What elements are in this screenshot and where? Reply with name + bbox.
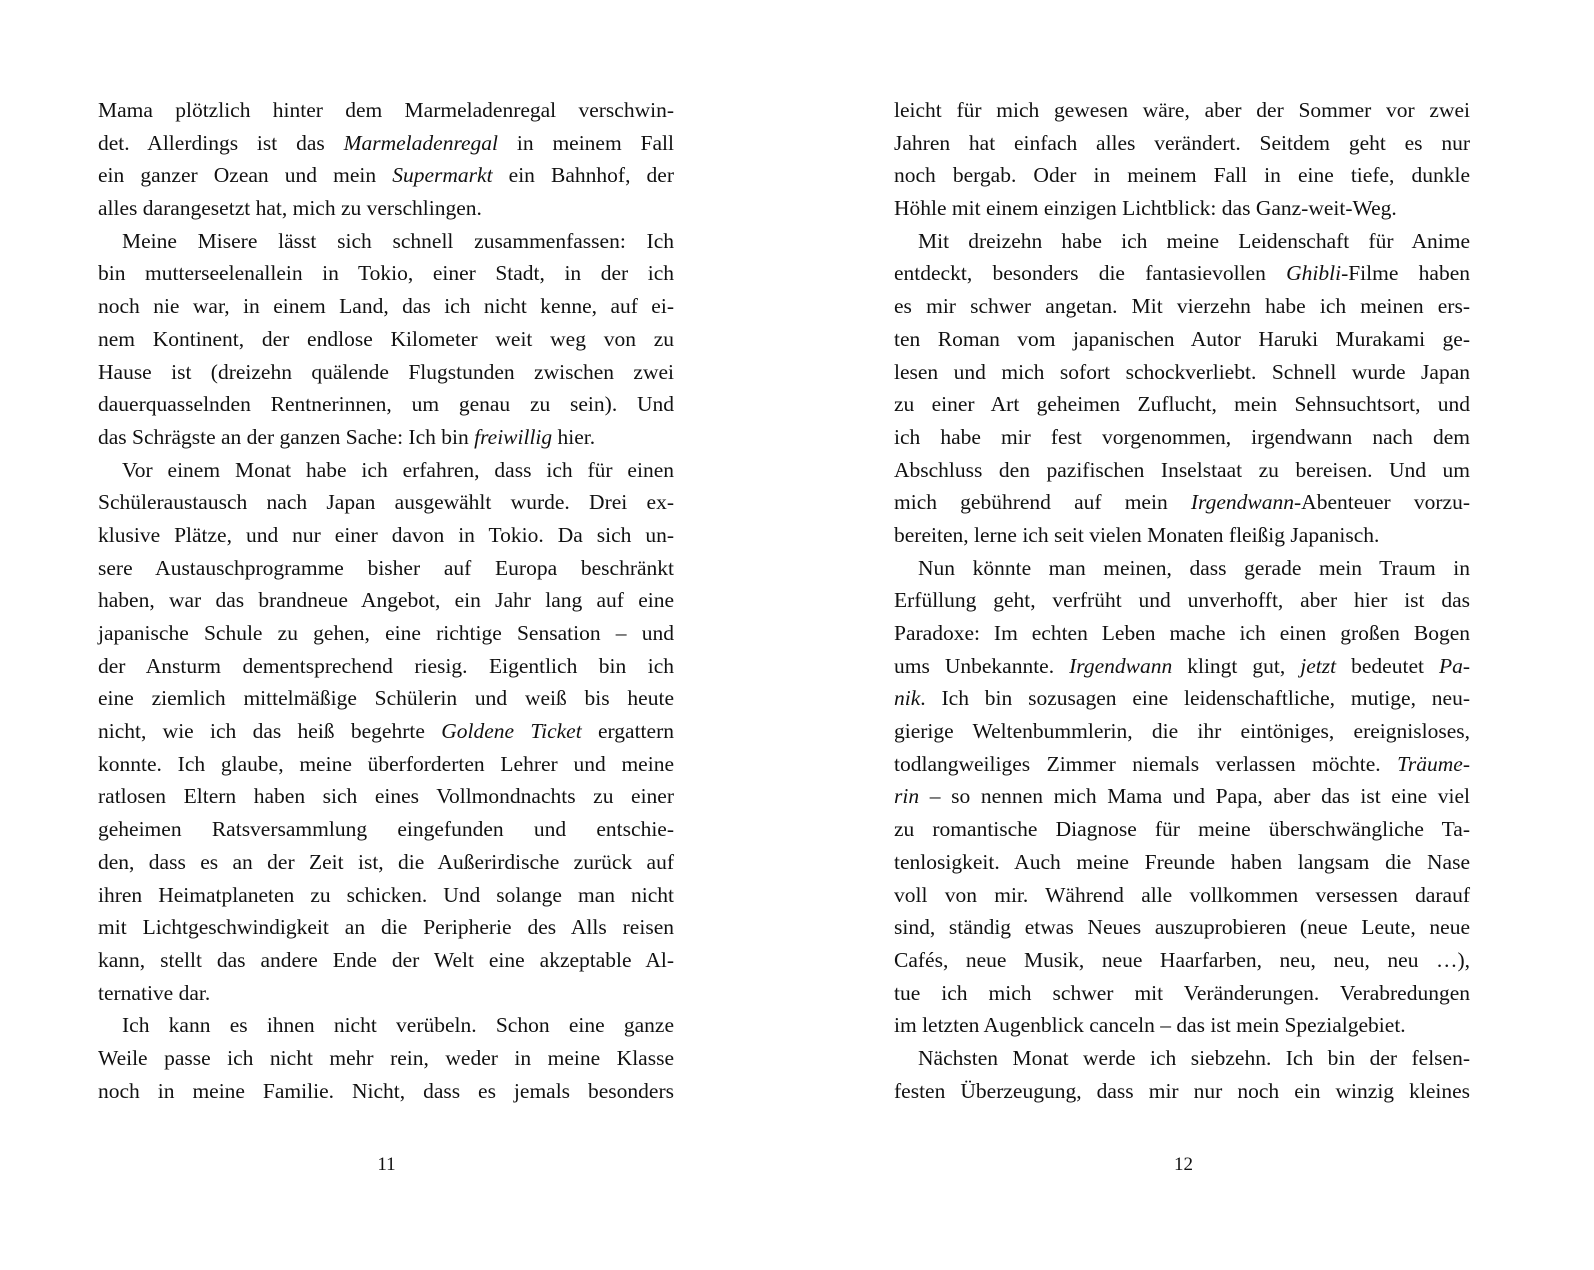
text-run: tue ich mich schwer mit Veränderungen. Verabredungen bbox=[894, 980, 1470, 1005]
text-line bbox=[894, 257, 1470, 290]
text-run: ihren Heimatplaneten zu schicken. Und solange man nicht bbox=[98, 882, 674, 907]
left-page-text bbox=[98, 94, 674, 1107]
text-run: Höhle mit einem einzigen Lichtblick: das Ganz-weit-Weg. bbox=[894, 196, 1397, 221]
italic-text: Goldene Ticket bbox=[441, 719, 582, 744]
italic-text: Supermarkt bbox=[392, 163, 493, 188]
text-run: Ich kann es ihnen nicht verübeln. Schon eine ganze bbox=[122, 1013, 674, 1038]
text-run: im letzten Augenblick canceln – das ist mein Spezialgebiet. bbox=[894, 1013, 1406, 1038]
text-line bbox=[98, 1009, 674, 1042]
text-run: Abschluss den pazifischen Inselstaat zu bereisen. Und um bbox=[894, 457, 1470, 482]
text-run: geheimen Ratsversammlung eingefunden und entschie- bbox=[98, 817, 674, 842]
text-line bbox=[894, 780, 1470, 813]
text-run: ternative dar. bbox=[98, 980, 211, 1005]
text-line bbox=[98, 421, 674, 454]
text-run: ich habe mir fest vorgenommen, irgendwann nach dem bbox=[894, 424, 1470, 449]
text-line bbox=[98, 454, 674, 487]
text-line bbox=[98, 879, 674, 912]
text-line bbox=[894, 192, 1470, 225]
text-run: Hause ist (dreizehn quälende Flugstunden zwischen zwei bbox=[98, 359, 674, 384]
text-line bbox=[894, 225, 1470, 258]
right-page bbox=[797, 0, 1594, 1270]
text-run: noch nie war, in einem Land, das ich nicht kenne, auf ei- bbox=[98, 294, 674, 319]
text-line bbox=[98, 944, 674, 977]
text-run: mit Lichtgeschwindigkeit an die Peripherie des Alls reisen bbox=[98, 915, 674, 940]
text-line bbox=[98, 552, 674, 585]
text-line bbox=[894, 1042, 1470, 1075]
text-run: noch in meine Familie. Nicht, dass es jemals besonders bbox=[98, 1078, 674, 1103]
text-run: – so nennen mich Mama und Papa, aber das ist eine viel bbox=[919, 784, 1470, 809]
text-run: . Ich bin sozusagen eine leidenschaftliche, mutige, neu- bbox=[920, 686, 1470, 711]
text-run: klingt gut, bbox=[1172, 653, 1301, 678]
text-run: dauerquasselnden Rentnerinnen, um genau zu sein). Und bbox=[98, 392, 674, 417]
italic-text: Pa- bbox=[1438, 653, 1471, 678]
text-run: konnte. Ich glaube, meine überforderten Lehrer und meine bbox=[98, 751, 674, 776]
text-line bbox=[98, 388, 674, 421]
text-run: ten Roman vom japanischen Autor Haruki Murakami ge- bbox=[894, 326, 1470, 351]
text-line bbox=[894, 650, 1470, 683]
text-line bbox=[98, 715, 674, 748]
italic-text: Marmeladenregal bbox=[343, 130, 499, 155]
text-line bbox=[894, 290, 1470, 323]
text-run: mich gebührend auf mein bbox=[894, 490, 1191, 515]
text-run: ergattern bbox=[581, 719, 674, 744]
text-line bbox=[98, 977, 674, 1010]
text-line bbox=[894, 159, 1470, 192]
text-line bbox=[98, 94, 674, 127]
text-run: gierige Weltenbummlerin, die ihr eintöniges, ereignisloses, bbox=[894, 719, 1470, 744]
text-line bbox=[98, 127, 674, 160]
text-run: ein ganzer Ozean und mein bbox=[98, 163, 393, 188]
text-run: leicht für mich gewesen wäre, aber der Sommer vor zwei bbox=[894, 98, 1470, 122]
text-line bbox=[894, 388, 1470, 421]
text-run: das Schrägste an der ganzen Sache: Ich bin bbox=[98, 424, 475, 449]
text-line bbox=[98, 290, 674, 323]
text-run: sere Austauschprogramme bisher auf Europa beschränkt bbox=[98, 555, 674, 580]
text-run: sind, ständig etwas Neues auszuprobieren (neue Leute, neue bbox=[894, 915, 1470, 940]
text-run: nicht, wie ich das heiß begehrte bbox=[98, 719, 442, 744]
text-run: -Filme haben bbox=[1341, 261, 1470, 286]
italic-text: nik bbox=[894, 686, 921, 711]
text-line bbox=[894, 911, 1470, 944]
text-line bbox=[98, 846, 674, 879]
text-run: in meinem Fall bbox=[498, 130, 674, 155]
text-run: zu romantische Diagnose für meine überschwängliche Ta- bbox=[894, 817, 1470, 842]
text-run: bereiten, lerne ich seit vielen Monaten fleißig Japanisch. bbox=[894, 522, 1380, 547]
text-run: ums Unbekannte. bbox=[894, 653, 1070, 678]
text-run: festen Überzeugung, dass mir nur noch ein winzig kleines bbox=[894, 1078, 1470, 1103]
text-run: Mit dreizehn habe ich meine Leidenschaft für Anime bbox=[918, 228, 1470, 253]
text-run: Weile passe ich nicht mehr rein, weder in meine Klasse bbox=[98, 1045, 674, 1070]
text-line bbox=[98, 911, 674, 944]
text-line bbox=[98, 257, 674, 290]
text-line bbox=[98, 617, 674, 650]
text-line bbox=[894, 1009, 1470, 1042]
italic-text: Irgendwann bbox=[1190, 490, 1295, 515]
text-run: lesen und mich sofort schockverliebt. Schnell wurde Japan bbox=[894, 359, 1470, 384]
text-run: es mir schwer angetan. Mit vierzehn habe ich meinen ers- bbox=[894, 294, 1470, 319]
text-run: bin mutterseelenallein in Tokio, einer Stadt, in der ich bbox=[98, 261, 674, 286]
text-run: Meine Misere lässt sich schnell zusammenfassen: Ich bbox=[122, 228, 674, 253]
text-line bbox=[894, 356, 1470, 389]
text-run: kann, stellt das andere Ende der Welt eine akzeptable Al- bbox=[98, 947, 674, 972]
text-run: voll von mir. Während alle vollkommen versessen darauf bbox=[894, 882, 1470, 907]
text-run: Erfüllung geht, verfrüht und unverhofft, aber hier ist das bbox=[894, 588, 1470, 613]
right-page-text bbox=[894, 94, 1470, 1107]
text-run: det. Allerdings ist das bbox=[98, 130, 344, 155]
text-line bbox=[98, 1042, 674, 1075]
text-line bbox=[894, 977, 1470, 1010]
text-run: tenlosigkeit. Auch meine Freunde haben langsam die Nase bbox=[894, 849, 1470, 874]
text-run: Paradoxe: Im echten Leben mache ich einen großen Bogen bbox=[894, 621, 1470, 645]
text-run: -Abenteuer vorzu- bbox=[1294, 490, 1471, 515]
text-line bbox=[894, 879, 1470, 912]
text-line bbox=[98, 780, 674, 813]
text-run: todlangweiliges Zimmer niemals verlassen möchte. bbox=[894, 751, 1398, 776]
text-run: japanische Schule zu gehen, eine richtige Sensation – und bbox=[98, 621, 674, 645]
text-line bbox=[894, 519, 1470, 552]
text-run: ratlosen Eltern haben sich eines Vollmondnachts zu einer bbox=[98, 784, 674, 809]
italic-text: freiwillig bbox=[474, 424, 553, 449]
text-line bbox=[98, 584, 674, 617]
text-line bbox=[894, 584, 1470, 617]
text-line bbox=[894, 486, 1470, 519]
text-line bbox=[98, 682, 674, 715]
text-run: Vor einem Monat habe ich erfahren, dass ich für einen bbox=[122, 457, 674, 482]
text-run: den, dass es an der Zeit ist, die Außerirdische zurück auf bbox=[98, 849, 674, 874]
text-line bbox=[894, 552, 1470, 585]
text-run: haben, war das brandneue Angebot, ein Jahr lang auf eine bbox=[98, 588, 674, 613]
text-run: eine ziemlich mittelmäßige Schülerin und weiß bis heute bbox=[98, 686, 674, 711]
text-line bbox=[894, 1075, 1470, 1108]
text-line bbox=[98, 225, 674, 258]
text-line bbox=[894, 944, 1470, 977]
text-line bbox=[894, 454, 1470, 487]
text-run: alles darangesetzt hat, mich zu verschlingen. bbox=[98, 196, 482, 221]
text-run: Mama plötzlich hinter dem Marmeladenregal verschwin- bbox=[98, 98, 674, 122]
text-run: Nächsten Monat werde ich siebzehn. Ich bin der felsen- bbox=[918, 1045, 1470, 1070]
page-number: 12 bbox=[1174, 1154, 1193, 1175]
text-line bbox=[894, 682, 1470, 715]
text-line bbox=[894, 323, 1470, 356]
text-line bbox=[98, 1075, 674, 1108]
text-run: der Ansturm dementsprechend riesig. Eigentlich bin ich bbox=[98, 653, 674, 678]
text-line bbox=[98, 192, 674, 225]
italic-text: Ghibli bbox=[1286, 261, 1342, 286]
text-line bbox=[98, 323, 674, 356]
text-line bbox=[98, 650, 674, 683]
text-line bbox=[98, 748, 674, 781]
italic-text: Träume- bbox=[1397, 751, 1470, 776]
italic-text: Irgendwann bbox=[1069, 653, 1173, 678]
text-run: nem Kontinent, der endlose Kilometer weit weg von zu bbox=[98, 326, 674, 351]
text-line bbox=[98, 486, 674, 519]
text-run: bedeutet bbox=[1336, 653, 1439, 678]
italic-text: rin bbox=[894, 784, 920, 809]
text-run: Nun könnte man meinen, dass gerade mein Traum in bbox=[918, 555, 1470, 580]
page-number: 11 bbox=[377, 1154, 396, 1175]
text-run: noch bergab. Oder in meinem Fall in eine tiefe, dunkle bbox=[894, 163, 1470, 188]
text-run: entdeckt, besonders die fantasievollen bbox=[894, 261, 1287, 286]
text-line bbox=[894, 94, 1470, 127]
text-line bbox=[98, 159, 674, 192]
text-run: hier. bbox=[552, 424, 596, 449]
text-run: ein Bahnhof, der bbox=[492, 163, 674, 188]
text-line bbox=[98, 356, 674, 389]
text-line bbox=[98, 813, 674, 846]
text-line bbox=[894, 846, 1470, 879]
text-line bbox=[98, 519, 674, 552]
text-run: Schüleraustausch nach Japan ausgewählt wurde. Drei ex- bbox=[98, 490, 674, 515]
text-run: zu einer Art geheimen Zuflucht, mein Sehnsuchtsort, und bbox=[894, 392, 1470, 417]
text-run: Jahren hat einfach alles verändert. Seitdem geht es nur bbox=[894, 130, 1470, 155]
text-line bbox=[894, 715, 1470, 748]
text-line bbox=[894, 813, 1470, 846]
italic-text: jetzt bbox=[1300, 653, 1337, 678]
text-line bbox=[894, 748, 1470, 781]
text-line bbox=[894, 421, 1470, 454]
text-run: Cafés, neue Musik, neue Haarfarben, neu, neu, neu …), bbox=[894, 947, 1470, 972]
text-line bbox=[894, 617, 1470, 650]
text-run: klusive Plätze, und nur einer davon in Tokio. Da sich un- bbox=[98, 522, 674, 547]
text-line bbox=[894, 127, 1470, 160]
